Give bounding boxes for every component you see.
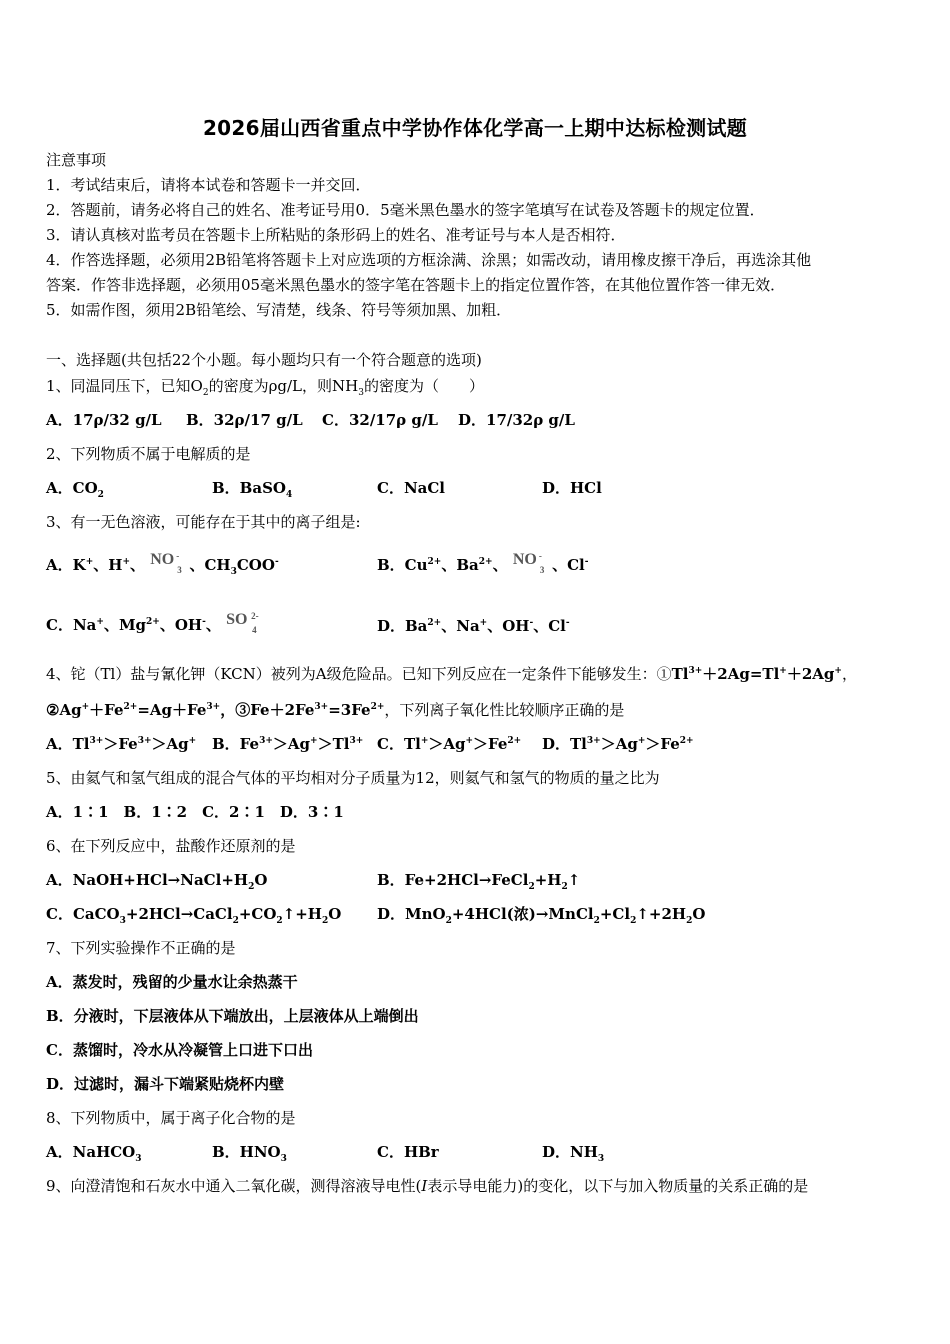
nitrate-ion-formula: NO - 3: [150, 551, 182, 575]
question-6-option-b[interactable]: B．$Fe+2HCl\to FeCl_2+H_2↑$: [377, 871, 581, 892]
question-8-option-d[interactable]: D．$NH_3$: [542, 1143, 605, 1164]
question-7-option-d[interactable]: D．过滤时，漏斗下端紧贴烧杯内壁: [46, 1075, 285, 1093]
question-2-option-c[interactable]: C．NaCl: [377, 479, 446, 497]
section-heading: 一、选择题(共包括22个小题。每小题均只有一个符合题意的选项): [46, 351, 482, 369]
question-1-option-a[interactable]: A．17ρ/32 g/L: [46, 411, 162, 429]
question-7-stem: 7、下列实验操作不正确的是: [46, 939, 236, 957]
question-4-option-b[interactable]: B．$Fe^{3+}>Ag^+>Tl^{3+}$: [212, 735, 364, 753]
notice-item: 答案．作答非选择题，必须用05毫米黑色墨水的签字笔在答题卡上的指定位置作答，在其他位置作答一律无效．: [46, 276, 786, 294]
question-6-option-a[interactable]: A．$NaOH+HCl\to NaCl+H_2O$: [46, 871, 268, 892]
question-1-stem: 1、同温同压下，已知$O_2$的密度为ρg/L，则$NH_3$的密度为（ ）: [46, 377, 484, 398]
notice-item: 5．如需作图，须用2B铅笔绘、写清楚，线条、符号等须加黑、加粗．: [46, 301, 512, 319]
notice-item: 3．请认真核对监考员在答题卡上所粘贴的条形码上的姓名、准考证号与本人是否相符．: [46, 226, 626, 244]
question-5-stem: 5、由氦气和氢气组成的混合气体的平均相对分子质量为12，则氦气和氢气的物质的量之比为: [46, 769, 660, 787]
question-7-option-c[interactable]: C．蒸馏时，冷水从冷凝管上口进下口出: [46, 1041, 313, 1059]
question-8-option-b[interactable]: B．$HNO_3$: [212, 1143, 287, 1164]
page-title: 2026届山西省重点中学协作体化学高一上期中达标检测试题: [202, 116, 748, 140]
question-4-stem-line-2: $②Ag^++Fe^{2+}=Ag+Fe^{3+}$，$③Fe+2Fe^{3+}=3Fe^{2+}$，下列离子氧化性比较顺序正确的是: [46, 701, 625, 719]
question-3-option-d[interactable]: D．$Ba^{2+}$、Na+、OH-、Cl-: [377, 617, 570, 635]
question-4-stem-line-1: 4、铊（Tl）盐与氰化钾（KCN）被列为A级危险品。已知下列反应在一定条件下能够发生：$①Tl^{3+}+2Ag=Tl^++2Ag^+$，: [46, 665, 857, 683]
question-8-stem: 8、下列物质中，属于离子化合物的是: [46, 1109, 296, 1127]
question-1-option-d[interactable]: D．17/32ρ g/L: [458, 411, 575, 429]
question-2-stem: 2、下列物质不属于电解质的是: [46, 445, 251, 463]
sulfate-ion-formula: SO 2- 4: [226, 611, 259, 635]
question-1-option-b[interactable]: B．32ρ/17 g/L: [186, 411, 303, 429]
question-7-option-b[interactable]: B．分液时，下层液体从下端放出，上层液体从上端倒出: [46, 1007, 419, 1025]
question-3-stem: 3、有一无色溶液，可能存在于其中的离子组是:: [46, 513, 361, 531]
question-8-option-c[interactable]: C．HBr: [377, 1143, 439, 1161]
question-8-option-a[interactable]: A．NaHCO$_3$: [46, 1143, 142, 1164]
notice-item: 2．答题前，请务必将自己的姓名、准考证号用0．5毫米黑色墨水的签字笔填写在试卷及答题卡的规定位置．: [46, 201, 765, 219]
question-2-option-b[interactable]: B．BaSO$_4$: [212, 479, 293, 500]
question-4-option-d[interactable]: D．$Tl^{3+}>Ag^+>Fe^{2+}$: [542, 735, 694, 753]
question-4-option-c[interactable]: C．$Tl^+>Ag^+>Fe^{2+}$: [377, 735, 522, 753]
question-6-stem: 6、在下列反应中，盐酸作还原剂的是: [46, 837, 296, 855]
question-5-options[interactable]: A．1∶1 B．1∶2 C．2∶1 D．3∶1: [46, 803, 344, 821]
question-4-option-a[interactable]: A．$Tl^{3+}>Fe^{3+}>Ag^+$: [46, 735, 197, 753]
question-3-option-c[interactable]: C．Na+、$Mg^{2+}$、OH-、 SO 2- 4: [46, 614, 260, 638]
question-2-option-a[interactable]: A．$CO_2$: [46, 479, 104, 500]
question-7-option-a[interactable]: A．蒸发时，残留的少量水让余热蒸干: [46, 973, 298, 991]
question-9-stem: 9、向澄清饱和石灰水中通入二氧化碳，测得溶液导电性(I表示导电能力)的变化，以下与加入物质量的关系正确的是: [46, 1177, 809, 1195]
question-3-option-a[interactable]: A．K+、H+、 NO - 3 、$CH_3COO^-$: [46, 554, 279, 578]
question-6-option-d[interactable]: D．MnO$_2$+4HCl(浓)$\to MnCl_2+Cl_2↑+2H_2O$: [377, 905, 706, 926]
nitrate-ion-formula: NO - 3: [512, 551, 545, 575]
notice-item: 1．考试结束后，请将本试卷和答题卡一并交回．: [46, 176, 371, 194]
question-6-option-c[interactable]: C．$CaCO_3+2HCl\to CaCl_2+CO_2↑+H_2O$: [46, 905, 342, 926]
question-2-option-d[interactable]: D．HCl: [542, 479, 602, 497]
notice-heading: 注意事项: [46, 151, 107, 169]
question-1-option-c[interactable]: C．32/17ρ g/L: [322, 411, 438, 429]
question-3-option-b[interactable]: B．$Cu^{2+}$、$Ba^{2+}$、 NO - 3 、Cl-: [377, 554, 588, 578]
notice-item: 4．作答选择题，必须用2B铅笔将答题卡上对应选项的方框涂满、涂黑；如需改动，请用橡皮擦干净后，再选涂其他: [46, 251, 812, 269]
